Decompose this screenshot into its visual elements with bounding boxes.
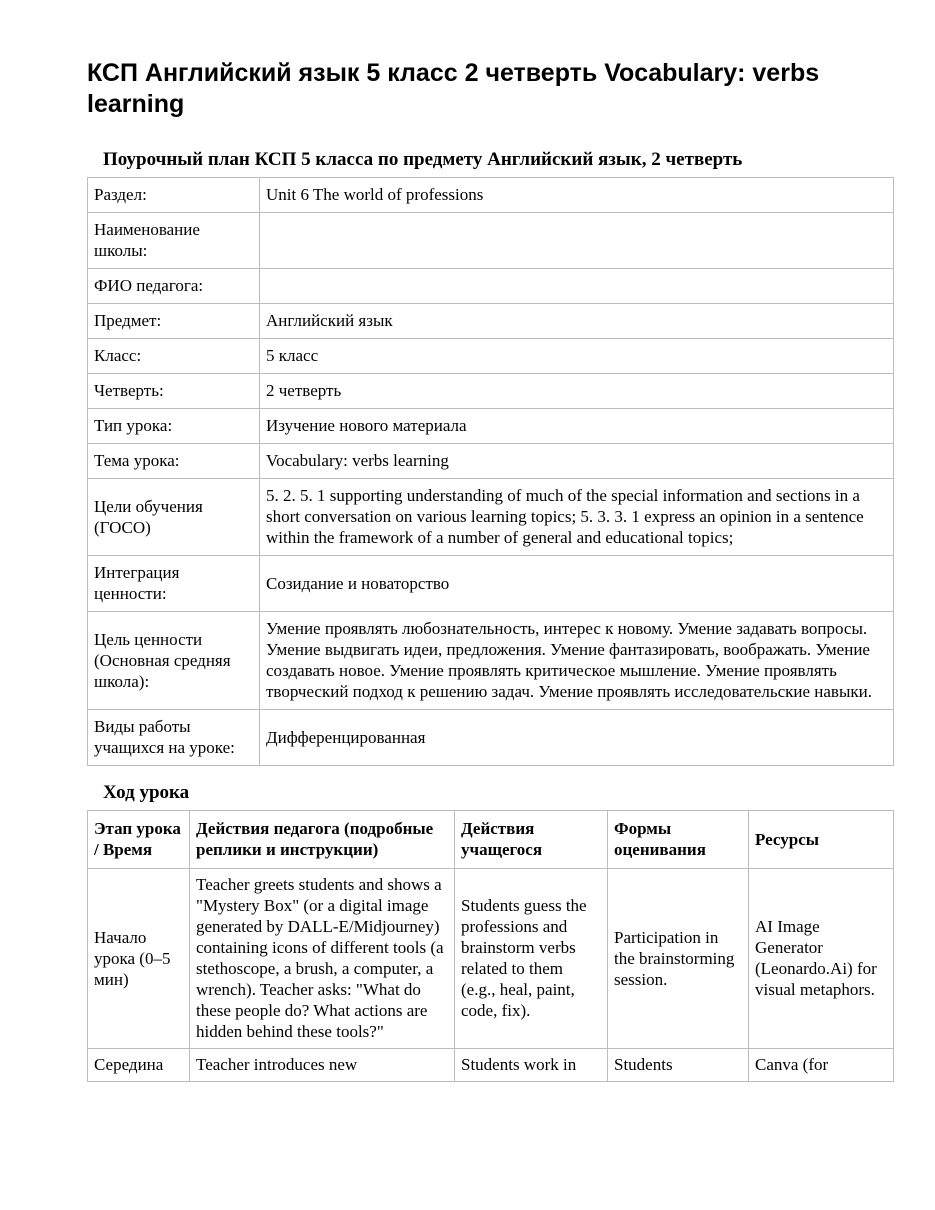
info-value: Unit 6 The world of professions [260, 178, 894, 213]
column-header: Ресурсы [749, 811, 894, 869]
info-value: Изучение нового материала [260, 409, 894, 444]
table-cell: Students [608, 1049, 749, 1082]
info-row [88, 213, 894, 269]
info-label: Класс: [88, 339, 260, 374]
info-row [88, 269, 894, 304]
table-cell: AI Image Generator (Leonardo.Ai) for visual metaphors. [749, 869, 894, 1049]
lesson-flow-table [87, 810, 894, 1082]
info-value [260, 213, 894, 269]
info-label: Предмет: [88, 304, 260, 339]
info-label: Интеграция ценности: [88, 556, 260, 612]
info-row [88, 710, 894, 766]
table-row [88, 869, 894, 1049]
column-header: Действия учащегося [455, 811, 608, 869]
info-label: Раздел: [88, 178, 260, 213]
info-row [88, 304, 894, 339]
info-value [260, 269, 894, 304]
info-value: 2 четверть [260, 374, 894, 409]
document-title: КСП Английский язык 5 класс 2 четверть Vocabulary: verbs learning [87, 59, 820, 118]
table-cell: Students work in [455, 1049, 608, 1082]
table-row [88, 1049, 894, 1082]
info-value: Английский язык [260, 304, 894, 339]
info-value: Умение проявлять любознательность, интерес к новому. Умение задавать вопросы. Умение выдвигать идеи, предложения. Умение фантазировать, воображать. Умение создавать новое. Умение проявлять критическое мышление. Умение проявлять творческий подход к решению задач. Умение проявлять исследовательские навыки. [260, 612, 894, 710]
plan-heading: Поурочный план КСП 5 класса по предмету Английский язык, 2 четверть [103, 149, 743, 170]
info-row [88, 409, 894, 444]
table-cell: Canva (for [749, 1049, 894, 1082]
info-label: Цель ценности (Основная средняя школа): [88, 612, 260, 710]
info-value: Vocabulary: verbs learning [260, 444, 894, 479]
table-cell: Participation in the brainstorming session. [608, 869, 749, 1049]
info-label: ФИО педагога: [88, 269, 260, 304]
info-label: Цели обучения (ГОСО) [88, 479, 260, 556]
table-cell: Середина [88, 1049, 190, 1082]
column-header: Формы оценивания [608, 811, 749, 869]
table-cell: Students guess the professions and brainstorm verbs related to them (e.g., heal, paint, code, fix). [455, 869, 608, 1049]
column-header: Действия педагога (подробные реплики и инструкции) [190, 811, 455, 869]
info-label: Тема урока: [88, 444, 260, 479]
table-cell: Teacher greets students and shows a "Mystery Box" (or a digital image generated by DALL-E/Midjourney) containing icons of different tools (a stethoscope, a brush, a computer, a wrench). Teacher asks: "What do these people do? What actions are hidden behind these tools?" [190, 869, 455, 1049]
lesson-flow-heading: Ход урока [103, 782, 190, 803]
info-row [88, 178, 894, 213]
info-row [88, 374, 894, 409]
info-value: 5 класс [260, 339, 894, 374]
info-row [88, 556, 894, 612]
info-label: Наименование школы: [88, 213, 260, 269]
document-page [87, 58, 893, 1082]
info-row [88, 444, 894, 479]
lesson-info-table [87, 177, 894, 766]
info-value: 5. 2. 5. 1 supporting understanding of much of the special information and sections in a short conversation on various learning topics; 5. 3. 3. 1 express an opinion in a sentence within the framework of a number of general and educational topics; [260, 479, 894, 556]
info-row [88, 339, 894, 374]
table-cell: Teacher introduces new [190, 1049, 455, 1082]
info-value: Дифференцированная [260, 710, 894, 766]
info-value: Созидание и новаторство [260, 556, 894, 612]
info-row [88, 479, 894, 556]
info-row [88, 612, 894, 710]
info-label: Четверть: [88, 374, 260, 409]
info-label: Тип урока: [88, 409, 260, 444]
info-label: Виды работы учащихся на уроке: [88, 710, 260, 766]
table-cell: Начало урока (0–5 мин) [88, 869, 190, 1049]
table-header-row [88, 811, 894, 869]
column-header: Этап урока / Время [88, 811, 190, 869]
